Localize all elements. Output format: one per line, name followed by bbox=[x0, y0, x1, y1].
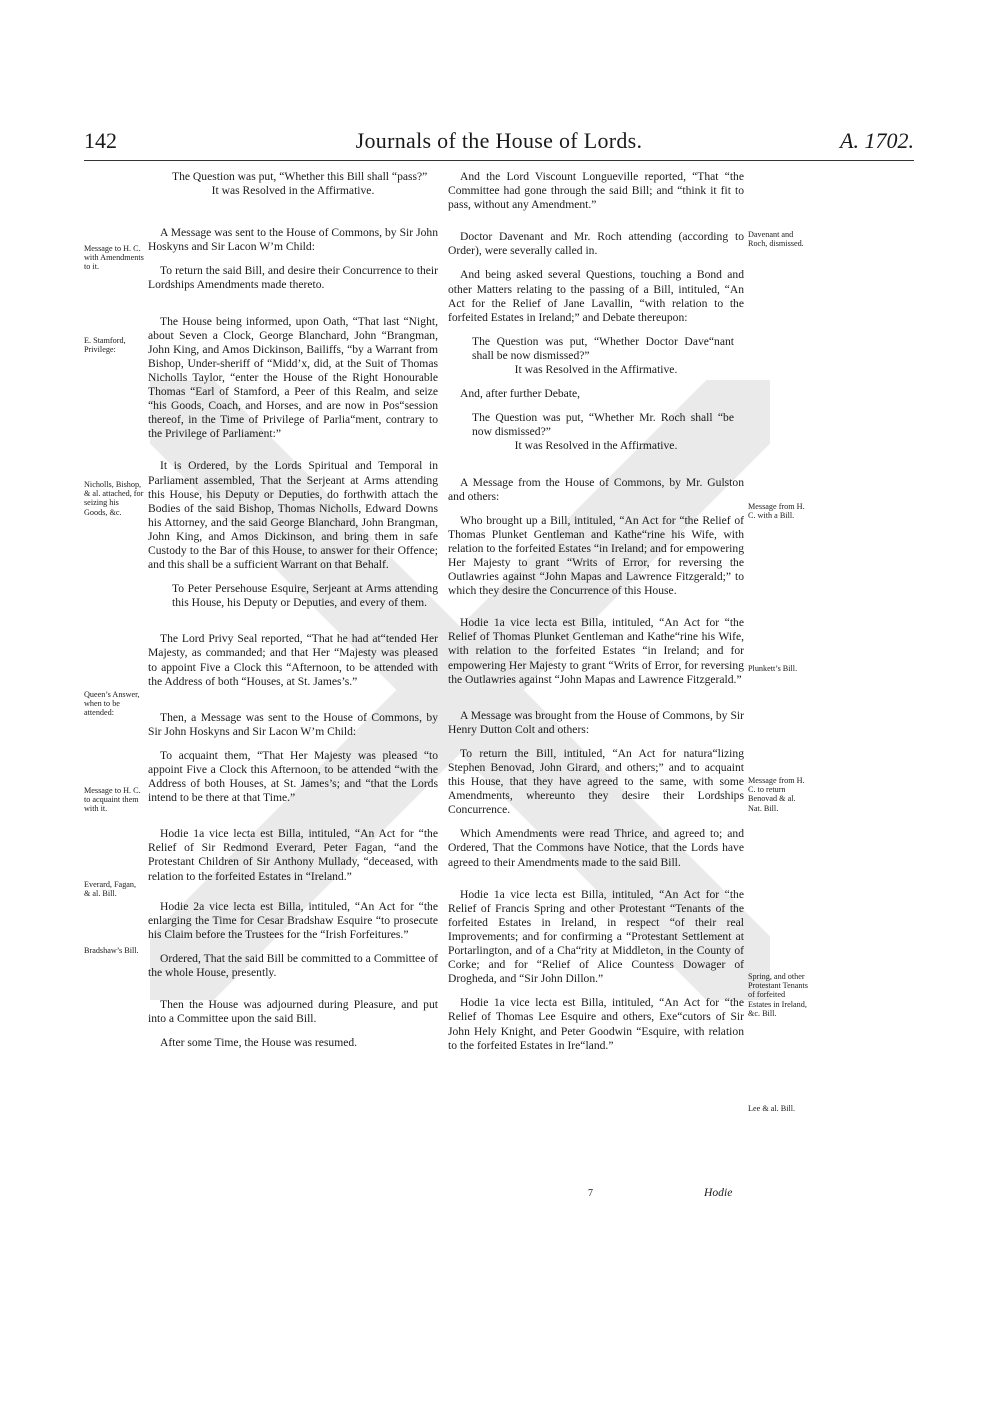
amendments-agreed: Which Amendments were read Thrice, and agreed to; and Ordered, That the Commons have Notice, that the Lords have agreed to their Amendments made to the said Bill. bbox=[448, 827, 744, 869]
serjeant-address: To Peter Persehouse Esquire, Serjeant at Arms attending this House, his Deputy or Deputies, and every of them. bbox=[172, 582, 438, 610]
resolved-affirmative: It was Resolved in the Affirmative. bbox=[211, 184, 375, 198]
margin-note-message-hc: Message to H. C. with Amendments to it. bbox=[84, 244, 144, 272]
question-davenant: The Question was put, “Whether Doctor Dave“nant shall be now dismissed?” bbox=[472, 334, 734, 362]
catchword: Hodie bbox=[704, 1186, 733, 1199]
further-debate: And, after further Debate, bbox=[460, 387, 581, 401]
message-from-commons: A Message from the House of Commons, by Mr. Gulston and others: bbox=[448, 475, 744, 503]
plunket-bill-read: Hodie 1a vice lecta est Billa, intituled, “An Act for “the Relief of Thomas Plunket Gentleman and Kathe“rine his Wife, with relation to the forfeited Estates “in Ireland; and for empowering Her Majesty to grant “Writs of Error, for reversing the Outlawries against “John Mapas and Lawrence Fitzgerald.” bbox=[448, 616, 744, 686]
margin-note-benovad: Message from H. C. to return Benovad & al. Nat. Bill. bbox=[748, 776, 805, 813]
lee-bill-text: Hodie 1a vice lecta est Billa, intituled, “An Act for “the Relief of Thomas Lee Esquire and others, Exe“cutors of Sir John Hely Knight, and Peter Goodwin “Esquire, with relation to the forfeited Estates in Ire“land.” bbox=[448, 996, 744, 1052]
right-column bbox=[448, 170, 744, 1053]
everard-bill-text: Hodie 1a vice lecta est Billa, intituled, “An Act for “the Relief of Sir Redmond Everard, Peter Fagan, “and the Protestant Children of Sir Anthony Mullady, “deceased, with relation to the forfeited Estates in “Ireland.” bbox=[148, 827, 438, 883]
message-dutton-colt: A Message was brought from the House of Commons, by Sir Henry Dutton Colt and others: bbox=[448, 708, 744, 736]
question-roch: The Question was put, “Whether Mr. Roch shall “be now dismissed?” bbox=[472, 411, 734, 439]
resumed-text: After some Time, the House was resumed. bbox=[160, 1036, 358, 1050]
privy-seal-report: The Lord Privy Seal reported, “That he had at“tended Her Majesty, as commanded; and that Her “Majesty was pleased to appoint Five a Clock this “Afternoon, to be attended with the Address of both “Houses, at St. James’s.” bbox=[148, 632, 438, 688]
order-attach-text: It is Ordered, by the Lords Spiritual and Temporal in Parliament assembled, That the Serjeant at Arms attending this House, his Deputy or Deputies, do forthwith attach the Bodies of the said Bishop, Thomas Nicholls, Edward Downs his Attorney, and the said George Blanchard, John Brangman, John King, and Amos Dickinson, and bring them in safe Custody to the Bar of this House, to answer for their Offence; and this shall be a sufficient Warrant on that Behalf. bbox=[148, 459, 438, 572]
adjourned-text: Then the House was adjourned during Pleasure, and put into a Committee upon the said Bill. bbox=[148, 998, 438, 1026]
return-bill-text: To return the said Bill, and desire their Concurrence to their Lordships Amendments made thereto. bbox=[148, 264, 438, 292]
signature-mark: 7 bbox=[588, 1188, 593, 1199]
davenant-called-in: Doctor Davenant and Mr. Roch attending (according to Order), were severally called in. bbox=[448, 230, 744, 258]
page-header bbox=[84, 128, 914, 168]
margin-note-plunkett: Plunkett’s Bill. bbox=[748, 664, 798, 673]
question-pass: The Question was put, “Whether this Bill shall “pass?” bbox=[172, 170, 428, 183]
bradshaw-bill-text: Hodie 2a vice lecta est Billa, intituled, “An Act for “the enlarging the Time for Cesar Bradshaw Esquire “to prosecute his Claim before the Trustees for the “Irish Forfeitures.” bbox=[148, 899, 438, 941]
margin-note-davenant: Davenant and Roch, dismissed. bbox=[748, 230, 804, 249]
margin-note-lee: Lee & al. Bill. bbox=[748, 1104, 796, 1113]
margin-note-bradshaw: Bradshaw’s Bill. bbox=[84, 946, 139, 955]
left-column bbox=[148, 170, 438, 1050]
spring-bill-text: Hodie 1a vice lecta est Billa, intituled, “An Act for “the Relief of Francis Spring and other Protestant “Tenants of the forfeited Estates in Ireland, in respect “of their real Improvements; and for confirming a “Protestant Settlement at Portarlington, and of a Cha“rity at Middleton, in the County of Corke; and for “Relief of Alice Countess Dowager of Drogheda, and “Sir John Dillon.” bbox=[448, 887, 744, 986]
questions-bond: And being asked several Questions, touching a Bond and other Matters relating to the passing of a Bill, intituled, “An Act for the Relief of Jane Lavallin, “with relation to the forfeited Estates in Ireland;” and Debate thereupon: bbox=[448, 268, 744, 324]
second-message-commons: Then, a Message was sent to the House of Commons, by Sir John Hoskyns and Sir Lacon W’m Child: bbox=[148, 710, 438, 738]
plunket-bill-brought: Who brought up a Bill, intituled, “An Act for “the Relief of Thomas Plunket Gentleman and Kathe“rine his Wife, with relation to the forfeited Estates “in Ireland; and for empowering Her Majesty to grant “Writs of Error, for reversing the Outlawries against “John Mapas and Lawrence Fitzgerald;” to which they desire the Concurrence of this House. bbox=[448, 513, 744, 598]
margin-note-acquaint: Message to H. C. to acquaint them with it. bbox=[84, 786, 141, 814]
margin-note-nicholls: Nicholls, Bishop, & al. attached, for seizing his Goods, &c. bbox=[84, 480, 144, 517]
committee-order: Ordered, That the said Bill be committed to a Committee of the whole House, presently. bbox=[148, 951, 438, 980]
margin-note-queen-answer: Queen’s Answer, when to be attended: bbox=[84, 690, 140, 718]
margin-note-spring: Spring, and other Protestant Tenants of forfeited Estates in Ireland, &c. Bill. bbox=[748, 972, 808, 1018]
resolved-roch: It was Resolved in the Affirmative. bbox=[514, 439, 678, 453]
margin-note-stamford: E. Stamford, Privilege: bbox=[84, 336, 126, 355]
page-number: 142 bbox=[84, 128, 117, 153]
header-rule bbox=[84, 160, 914, 161]
acquaint-text: To acquaint them, “That Her Majesty was pleased “to appoint Five a Clock this Afternoon, to be attended “with the Address of both Houses, at St. James’s; and “that the Lords intend to be there at that Time.” bbox=[148, 748, 438, 805]
margin-note-everard: Everard, Fagan, & al. Bill. bbox=[84, 880, 137, 899]
naturalizing-bill: To return the Bill, intituled, “An Act for natura“lizing Stephen Benovad, John Girard, and others;” and to acquaint this House, that they have agreed to the same, with some Amendments, whereunto they desire their Lordships Concurrence. bbox=[448, 746, 744, 817]
page-year: A. 1702. bbox=[840, 128, 914, 153]
message-to-commons: A Message was sent to the House of Commons, by Sir John Hoskyns and Sir Lacon W’m Child: bbox=[148, 226, 438, 254]
page-title: Journals of the House of Lords. bbox=[355, 128, 643, 153]
margin-note-message-bill: Message from H. C. with a Bill. bbox=[748, 502, 805, 521]
stamford-privilege-text: The House being informed, upon Oath, “That last “Night, about Seven a Clock, George Blanchard, John “Brangman, John King, and Amos Dickinson, Bailiffs, “by a Warrant from Bishop, Under-sheriff of “Midd’x, did, at the Suit of Thomas Nicholls Taylor, “enter the House of the Right Honourable Thomas “Earl of Stamford, a Peer of this Realm, and seize “his Goods, Coach, and Horses, and are now in Pos“session thereof, in the Time of Privilege of Parlia“ment, contrary to the Privilege of Parliament:” bbox=[148, 314, 438, 441]
longueville-report: And the Lord Viscount Longueville reported, “That “the Committee had gone through the said Bill; and “think it fit to pass, without any Amendment.” bbox=[448, 170, 744, 212]
resolved-davenant: It was Resolved in the Affirmative. bbox=[514, 363, 678, 377]
